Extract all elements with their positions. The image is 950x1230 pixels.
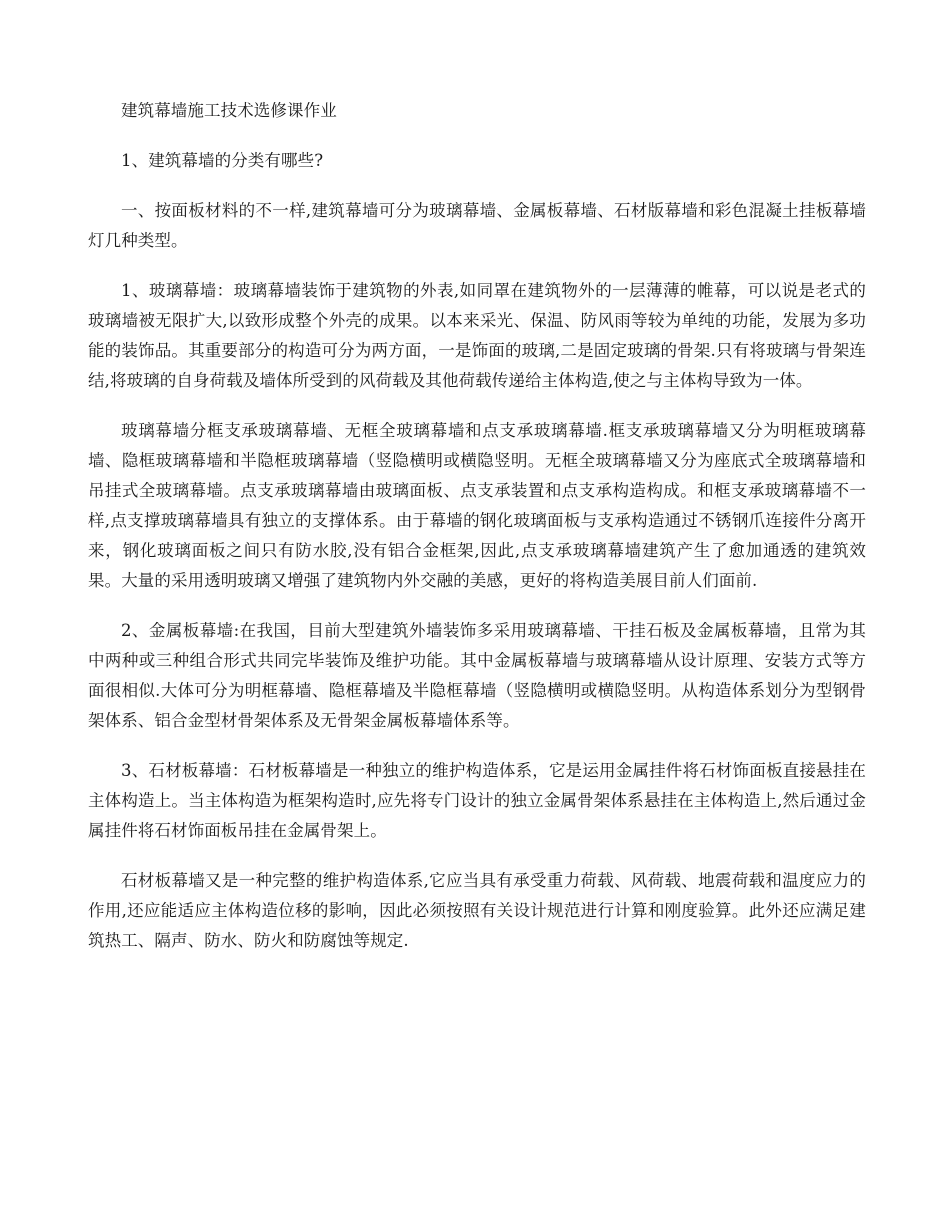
paragraph-classification-intro: 一、按面板材料的不一样,建筑幕墙可分为玻璃幕墙、金属板幕墙、石材版幕墙和彩色混凝土挂板幕墙灯几种类型。 <box>88 201 866 250</box>
paragraph-glass-curtain-wall-types: 玻璃幕墙分框支承玻璃幕墙、无框全玻璃幕墙和点支承玻璃幕墙.框支承玻璃幕墙又分为明框玻璃幕墙、隐框玻璃幕墙和半隐框玻璃幕墙（竖隐横明或横隐竖明。无框全玻璃幕墙又分为座底式全玻璃幕墙和吊挂式全玻璃幕墙。点支承玻璃幕墙由玻璃面板、点支承装置和点支承构造构成。和框支承玻璃幕墙不一样,点支撑玻璃幕墙具有独立的支撑体系。由于幕墙的钢化玻璃面板与支承构造通过不锈钢爪连接件分离开来，钢化玻璃面板之间只有防水胶,没有铝合金框架,因此,点支承玻璃幕墙建筑产生了愈加通透的建筑效果。大量的采用透明玻璃又增强了建筑物内外交融的美感，更好的将构造美展目前人们面前. <box>88 421 866 590</box>
paragraph-stone-panel-curtain-wall: 3、石材板幕墙：石材板幕墙是一种独立的维护构造体系，它是运用金属挂件将石材饰面板直接悬挂在主体构造上。当主体构造为框架构造时,应先将专门设计的独立金属骨架体系悬挂在主体构造上,然后通过金属挂件将石材饰面板吊挂在金属骨架上。 <box>88 761 866 840</box>
document-page <box>88 96 866 976</box>
document-title: 建筑幕墙施工技术选修课作业 <box>121 101 337 120</box>
question-heading: 1、建筑幕墙的分类有哪些? <box>121 151 324 170</box>
paragraph-glass-curtain-wall: 1、玻璃幕墙：玻璃幕墙装饰于建筑物的外表,如同罩在建筑物外的一层薄薄的帷幕，可以说是老式的玻璃墙被无限扩大,以致形成整个外壳的成果。以本来采光、保温、防风雨等较为单纯的功能，发展为多功能的装饰品。其重要部分的构造可分为两方面，一是饰面的玻璃,二是固定玻璃的骨架.只有将玻璃与骨架连结,将玻璃的自身荷载及墙体所受到的风荷载及其他荷载传递给主体构造,使之与主体构导致为一体。 <box>88 281 866 390</box>
paragraph-metal-panel-curtain-wall: 2、金属板幕墙:在我国，目前大型建筑外墙装饰多采用玻璃幕墙、干挂石板及金属板幕墙，且常为其中两种或三种组合形式共同完毕装饰及维护功能。其中金属板幕墙与玻璃幕墙从设计原理、安装方式等方面很相似.大体可分为明框幕墙、隐框幕墙及半隐框幕墙（竖隐横明或横隐竖明。从构造体系划分为型钢骨架体系、铝合金型材骨架体系及无骨架金属板幕墙体系等。 <box>88 621 866 730</box>
paragraph-stone-panel-requirements: 石材板幕墙又是一种完整的维护构造体系,它应当具有承受重力荷载、风荷载、地震荷载和温度应力的作用,还应能适应主体构造位移的影响，因此必须按照有关设计规范进行计算和刚度验算。此外还应满足建筑热工、隔声、防水、防火和防腐蚀等规定. <box>88 871 866 950</box>
